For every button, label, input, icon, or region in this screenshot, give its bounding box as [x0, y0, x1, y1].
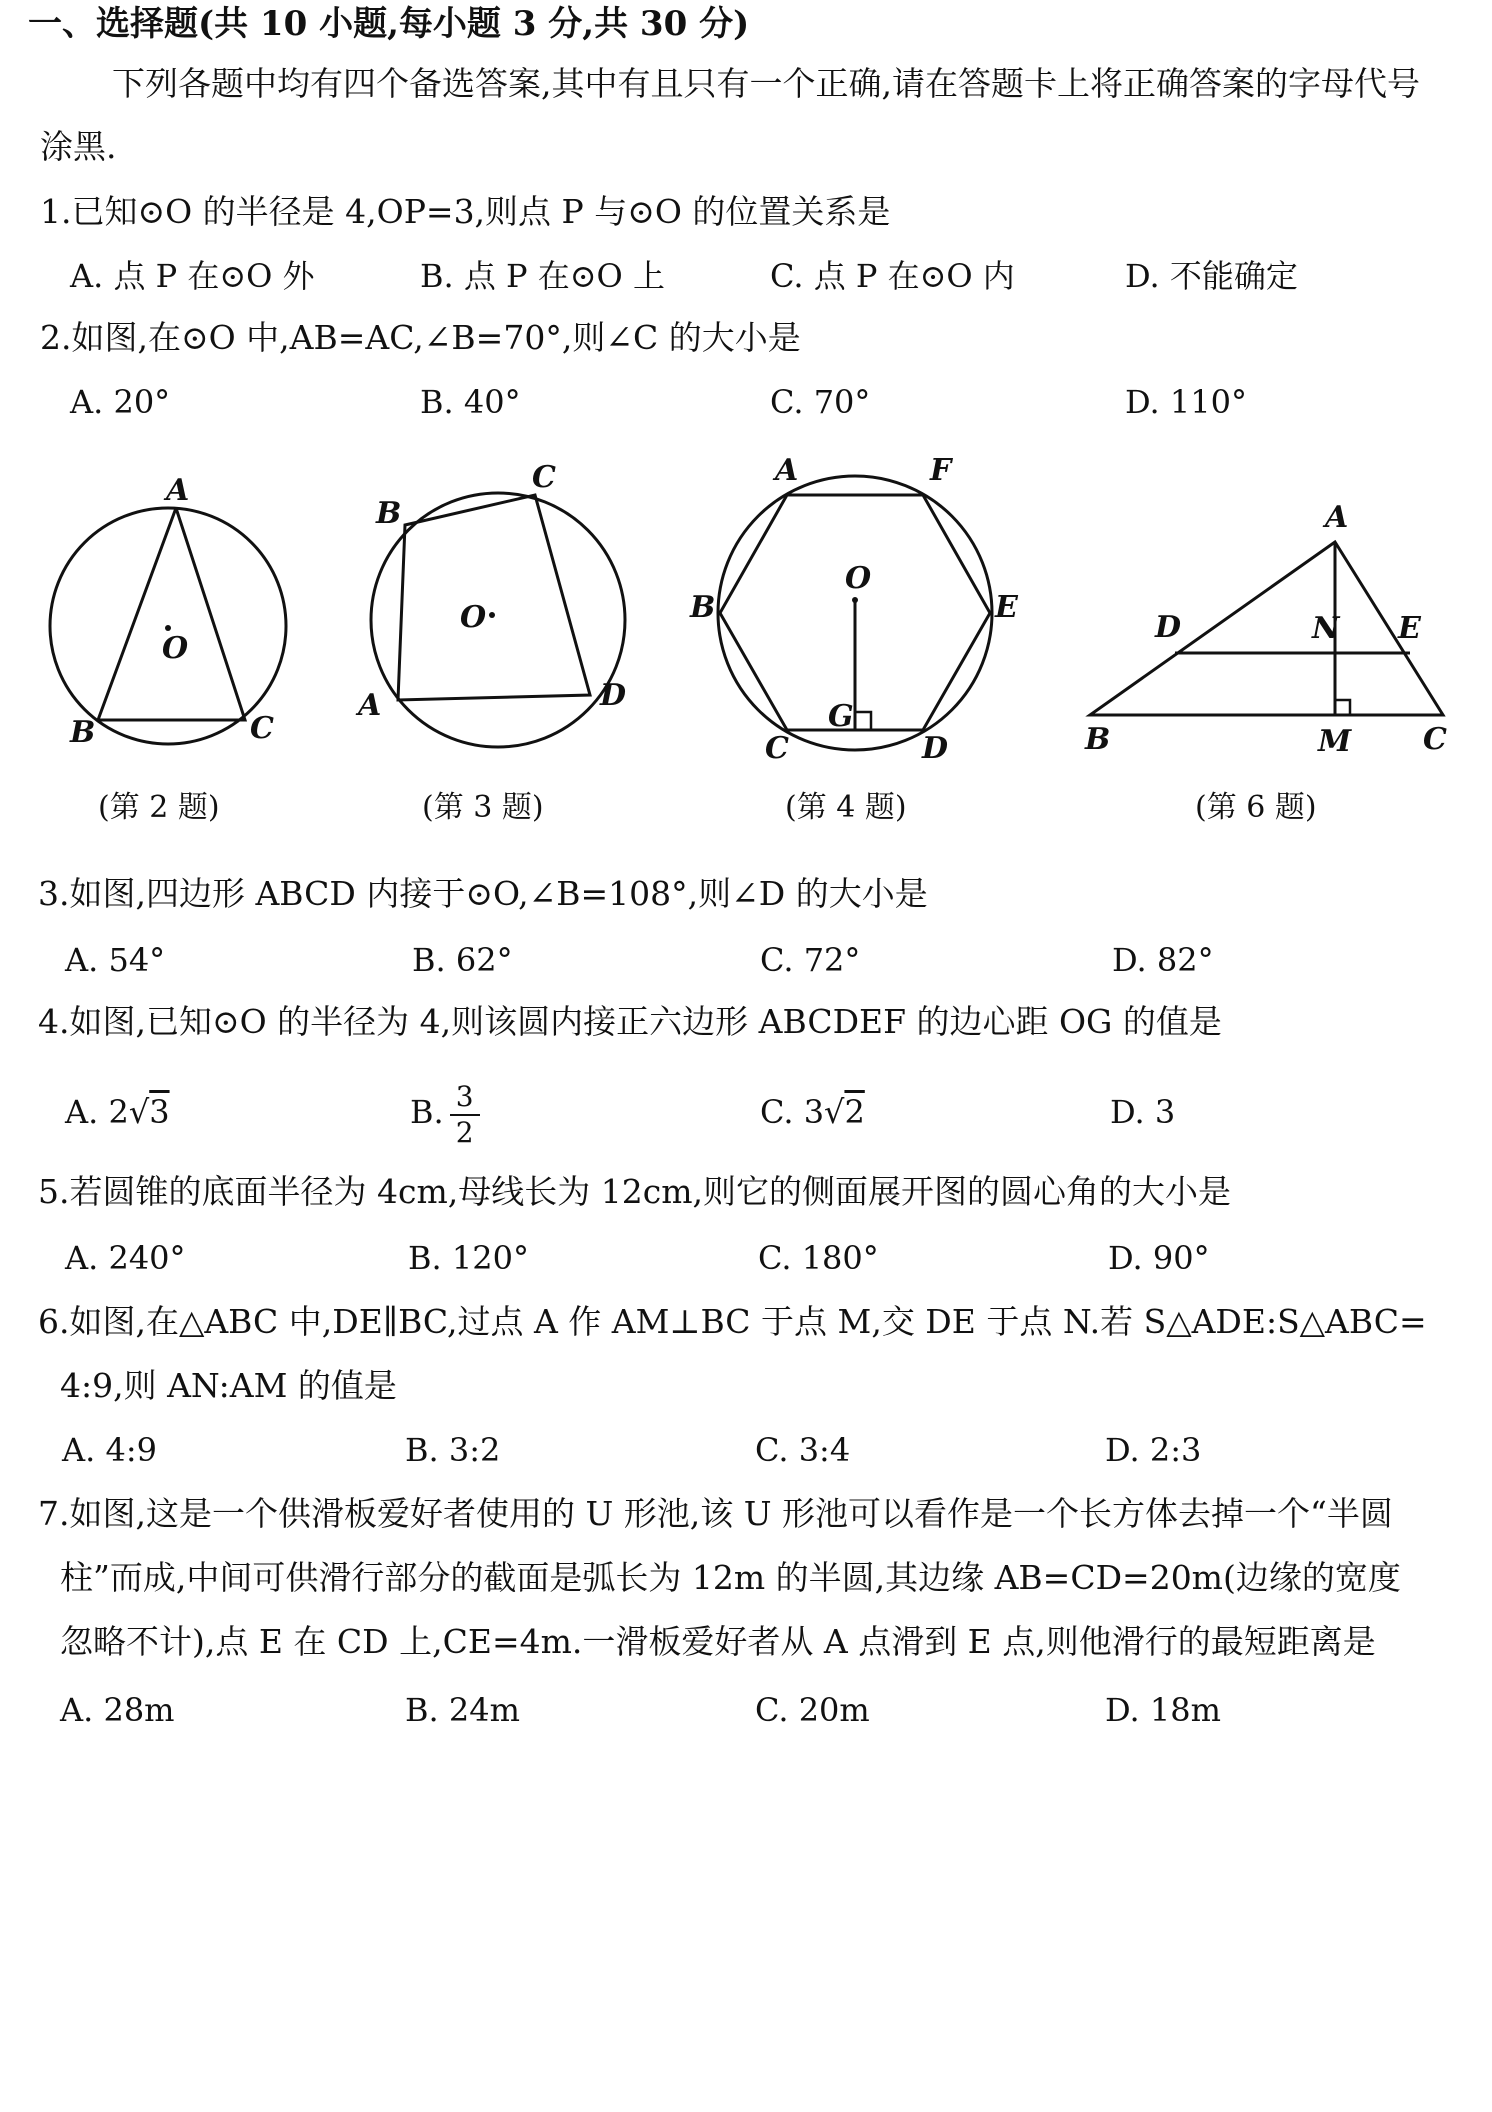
fig4-label-g: G [828, 699, 854, 734]
fig2-label-a: A [166, 473, 190, 508]
q7-option-c: C. 20m [755, 1691, 870, 1729]
fig6-label-c: C [1423, 722, 1447, 757]
figure-6 [1080, 495, 1460, 759]
q7-stem: 7.如图,这是一个供滑板爱好者使用的 U 形池,该 U 形池可以看作是一个长方体去掉一个“半圆 [38, 1494, 1393, 1533]
fig6-label-e: E [1398, 611, 1421, 646]
fig6-label-b: B [1085, 722, 1111, 757]
q4-stem: 4.如图,已知⊙O 的半径为 4,则该圆内接正六边形 ABCDEF 的边心距 OG 的值是 [38, 1002, 1222, 1041]
q6-stem: 6.如图,在△ABC 中,DE∥BC,过点 A 作 AM⊥BC 于点 M,交 DE 于点 N.若 S△ADE:S△ABC= [38, 1302, 1427, 1341]
fig3-label-a: A [358, 688, 382, 723]
fig4-label-d: D [922, 731, 949, 766]
fig3-label-d: D [600, 678, 627, 713]
fig4-label-f: F [930, 453, 952, 488]
q1-option-c: C. 点 P 在⊙O 内 [770, 257, 1015, 295]
fig4-label-o: O [845, 561, 872, 596]
fig4-label-c: C [765, 731, 789, 766]
q5-option-b: B. 120° [408, 1239, 529, 1277]
q5-option-c: C. 180° [758, 1239, 879, 1277]
q6-option-b: B. 3:2 [405, 1431, 501, 1469]
q2-option-a: A. 20° [70, 383, 171, 421]
q2-stem: 2.如图,在⊙O 中,AB=AC,∠B=70°,则∠C 的大小是 [40, 318, 801, 357]
fig2-label-b: B [70, 715, 96, 750]
section-instruction-cont: 涂黑. [40, 127, 117, 166]
fig6-label-n: N [1312, 611, 1340, 646]
section-instruction: 下列各题中均有四个备选答案,其中有且只有一个正确,请在答题卡上将正确答案的字母代号 [112, 64, 1420, 103]
fig6-triangle [1090, 542, 1443, 715]
fig3-label-b: B [376, 496, 402, 531]
q4-option-c-radicand: 2 [844, 1093, 865, 1131]
q6-option-d: D. 2:3 [1105, 1431, 1202, 1469]
fig4-label-a: A [775, 453, 799, 488]
blank-area [0, 1760, 1492, 2112]
q2-option-b: B. 40° [420, 383, 521, 421]
sqrt-sign: √ [824, 1093, 845, 1131]
q4-option-b-prefix: B. [410, 1093, 444, 1131]
fig3-quadrilateral [398, 495, 590, 700]
fig4-label-b: B [690, 590, 716, 625]
figure-4 [690, 450, 1030, 765]
q3-option-a: A. 54° [65, 941, 166, 979]
figure-2 [40, 473, 300, 760]
q7-option-b: B. 24m [405, 1691, 520, 1729]
fig6-label-m: M [1318, 724, 1352, 759]
q4-option-c-prefix: C. 3 [760, 1093, 825, 1131]
q4-option-c [760, 1090, 865, 1134]
fig3-center-dot [489, 612, 495, 618]
fig6-caption: (第 6 题) [1195, 790, 1317, 825]
q2-option-c: C. 70° [770, 383, 871, 421]
fig3-label-o: O [460, 600, 487, 635]
fig4-center-dot [852, 597, 858, 603]
fig2-triangle [98, 508, 245, 720]
q7-option-a: A. 28m [60, 1691, 175, 1729]
q7-stem-cont-1: 柱”而成,中间可供滑行部分的截面是弧长为 12m 的半圆,其边缘 AB=CD=20m(边缘的宽度 [60, 1558, 1401, 1597]
fig3-caption: (第 3 题) [422, 790, 544, 825]
fig6-label-a: A [1325, 500, 1349, 535]
q5-option-a: A. 240° [65, 1239, 186, 1277]
q1-option-b: B. 点 P 在⊙O 上 [420, 257, 665, 295]
q1-stem: 1.已知⊙O 的半径是 4,OP=3,则点 P 与⊙O 的位置关系是 [40, 192, 891, 231]
q5-option-d: D. 90° [1108, 1239, 1210, 1277]
q3-option-c: C. 72° [760, 941, 861, 979]
q2-option-d: D. 110° [1125, 383, 1247, 421]
q3-option-b: B. 62° [412, 941, 513, 979]
q5-stem: 5.若圆锥的底面半径为 4cm,母线长为 12cm,则它的侧面展开图的圆心角的大小是 [38, 1172, 1231, 1211]
q4-option-b-numerator: 3 [450, 1080, 480, 1116]
q4-option-b [410, 1072, 480, 1152]
section-title: 一、选择题(共 10 小题,每小题 3 分,共 30 分) [28, 4, 750, 44]
q1-option-a: A. 点 P 在⊙O 外 [70, 257, 315, 295]
fig3-circle [371, 493, 625, 747]
fig4-label-e: E [995, 590, 1018, 625]
q7-option-d: D. 18m [1105, 1691, 1221, 1729]
sqrt-sign: √ [128, 1093, 150, 1131]
q4-option-b-fraction [450, 1080, 480, 1150]
fig2-label-o: O [162, 631, 189, 666]
q4-option-a-radicand: 3 [149, 1093, 170, 1131]
fig2-label-c: C [250, 711, 274, 746]
fig4-caption: (第 4 题) [785, 790, 907, 825]
q6-option-c: C. 3:4 [755, 1431, 851, 1469]
q4-option-b-denominator: 2 [455, 1115, 474, 1149]
fig6-right-angle-mark [1335, 700, 1350, 715]
fig4-right-angle-mark [855, 712, 871, 730]
q6-option-a: A. 4:9 [62, 1431, 157, 1469]
q4-option-a [65, 1090, 170, 1134]
q3-stem: 3.如图,四边形 ABCD 内接于⊙O,∠B=108°,则∠D 的大小是 [38, 874, 928, 913]
fig6-label-d: D [1155, 610, 1182, 645]
q4-option-d: D. 3 [1110, 1093, 1176, 1131]
q4-option-a-prefix: A. 2 [65, 1093, 129, 1131]
q6-stem-cont: 4:9,则 AN:AM 的值是 [60, 1366, 397, 1405]
fig3-label-c: C [532, 460, 556, 495]
q1-option-d: D. 不能确定 [1125, 257, 1298, 295]
q3-option-d: D. 82° [1112, 941, 1214, 979]
fig2-caption: (第 2 题) [98, 790, 220, 825]
q7-stem-cont-2: 忽略不计),点 E 在 CD 上,CE=4m.一滑板爱好者从 A 点滑到 E 点,则他滑行的最短距离是 [60, 1622, 1376, 1661]
figure-3 [350, 455, 640, 765]
